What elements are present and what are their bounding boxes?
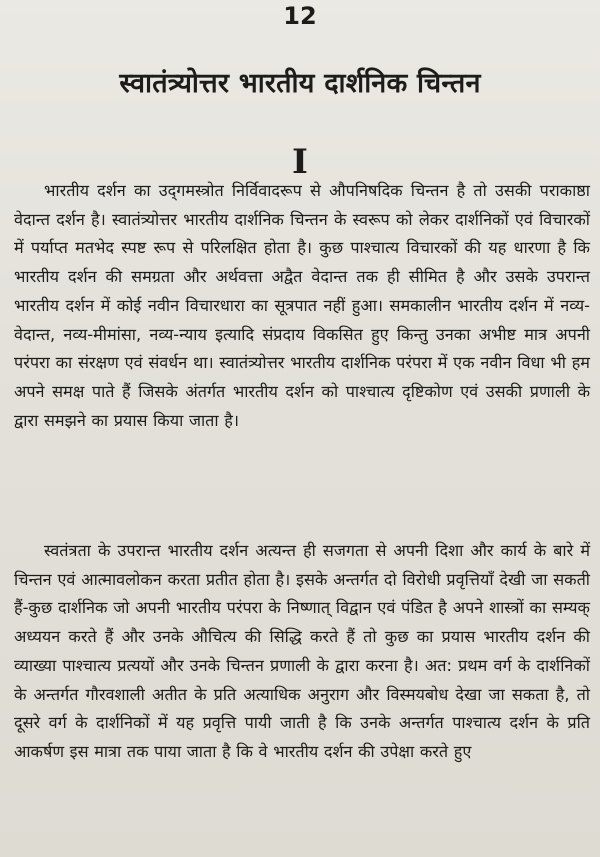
section-numeral: I xyxy=(292,142,308,182)
chapter-title: स्वातंत्र्योत्तर भारतीय दार्शनिक चिन्तन xyxy=(119,68,481,99)
page-number: 12 xyxy=(283,2,317,30)
paragraph-2: स्वतंत्रता के उपरान्त भारतीय दर्शन अत्यन्त ही सजगता से अपनी दिशा और कार्य के बारे में चिन्तन एवं आत्मावलोकन करता प्रतीत होता है। इसके अन्तर्गत दो विरोधी प्रवृत्तियाँ देखी जा सकती हैं-कुछ दार्शनिक जो अपनी भारतीय परंपरा के निष्णात् विद्वान एवं पंडित है अपने शास्त्रों का सम्यक् अध्ययन करते हैं और उनके औचित्य की सिद्धि करते हैं तो कुछ का प्रयास भारतीय दर्शन की व्याख्या पाश्चात्य प्रत्ययों और उनके चिन्तन प्रणाली के द्वारा करना है। अत: प्रथम वर्ग के दार्शनिकों के अन्तर्गत गौरवशाली अतीत के प्रति अत्याधिक अनुराग और विस्मयबोध देखा जा सकता है, तो दूसरे वर्ग के दार्शनिकों में यह प्रवृत्ति पायी जाती है कि उनके अन्तर्गत पाश्चात्य दर्शन के प्रति आकर्षण इस मात्रा तक पाया जाता है कि वे भारतीय दर्शन की उपेक्षा करते हुए xyxy=(14,541,590,761)
paragraph-1: भारतीय दर्शन का उद्‌गमस्त्रोत निर्विवादरूप से औपनिषदिक चिन्तन है तो उसकी पराकाष्ठा वेदान्त दर्शन है। स्वातंत्र्योत्तर भारतीय दार्शनिक चिन्तन के स्वरूप को लेकर दार्शनिकों एवं विचारकों में पर्याप्त मतभेद स्पष्ट रूप से परिलक्षित होता है। कुछ पाश्चात्य विचारकों की यह धारणा है कि भारतीय दर्शन की समग्रता और अर्थवत्ता अद्वैत वेदान्त तक ही सीमित है और उसके उपरान्त भारतीय दर्शन में कोई नवीन विचारधारा का सूत्रपात नहीं हुआ। समकालीन भारतीय दर्शन में नव्य-वेदान्त, नव्य-मीमांसा, नव्य-न्याय इत्यादि संप्रदाय विकसित हुए किन्तु उनका अभीष्ट मात्र अपनी परंपरा का संरक्षण एवं संवर्धन था। स्वातंत्र्योत्तर भारतीय दार्शनिक परंपरा में एक नवीन विधा भी हम अपने समक्ष पाते हैं जिसके अंतर्गत भारतीय दर्शन को पाश्चात्य दृष्टिकोण एवं उसकी प्रणाली के द्वारा समझने का प्रयास किया जाता है। xyxy=(14,181,590,430)
